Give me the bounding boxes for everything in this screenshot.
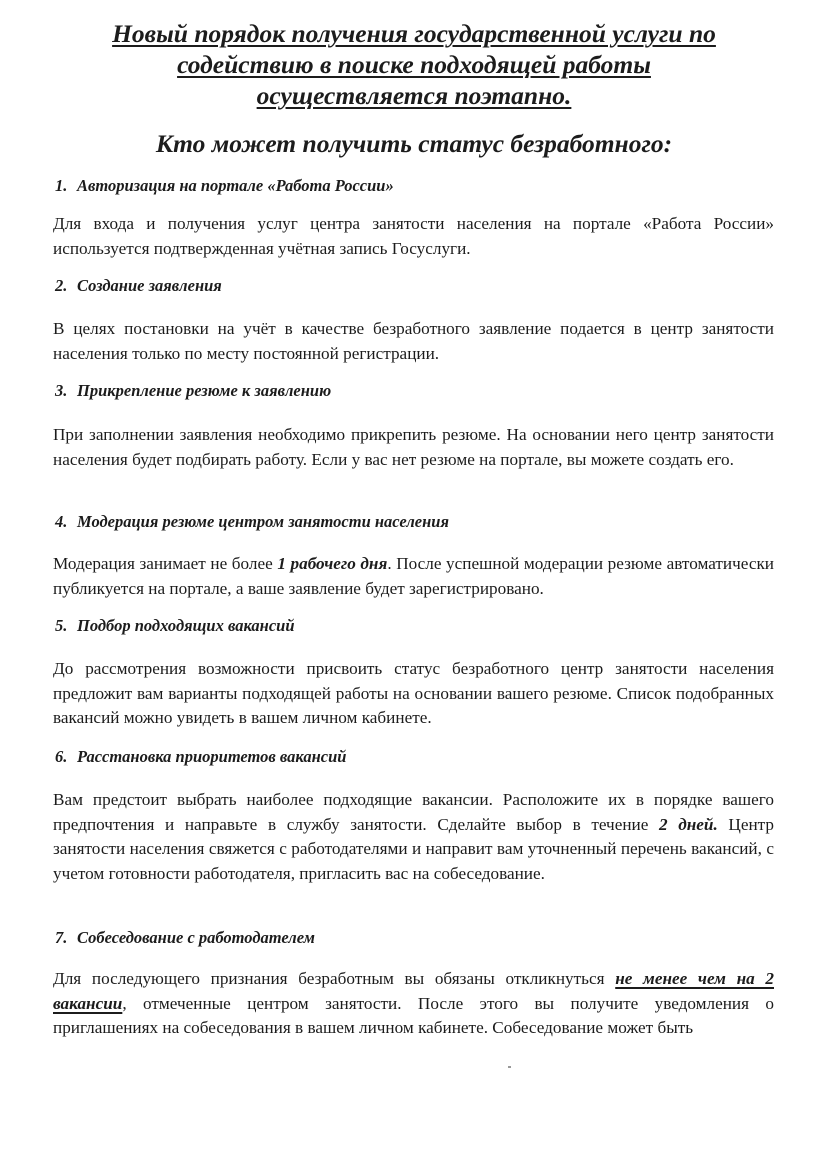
step-text-part: , отмеченные центром занятости. После этого вы получите уведомления о приглашениях на собеседования в вашем личном кабинете. Собеседование может быть [53, 993, 774, 1037]
step-number: 3. [55, 381, 68, 400]
step-title: Подбор подходящих вакансий [77, 616, 295, 635]
step-text [53, 552, 774, 601]
step-text: До рассмотрения возможности присвоить статус безработного центр занятости населения предложит вам варианты подходящей работы на основании вашего резюме. Список подобранных вакансий можно увидеть в вашем личном кабинете. [53, 659, 774, 727]
requirement-emphasis: не менее чем на 2 вакансии [53, 969, 774, 1013]
step-text: При заполнении заявления необходимо прикрепить резюме. На основании него центр занятости населения будет подбирать работу. Если у вас нет резюме на портале, вы можете создать его. [53, 425, 774, 469]
step-text-part: Вам предстоит выбрать наиболее подходящие вакансии. Расположите их в порядке вашего предпочтения и направьте в службу занятости. Сделайте выбор в течение [53, 790, 774, 834]
title-line-2: содействию в поиске подходящей работы [177, 50, 651, 79]
title-line-1: Новый порядок получения государственной услуги по [112, 19, 716, 48]
step-title: Собеседование с работодателем [77, 928, 315, 947]
step-text-part: Центр занятости населения свяжется с работодателями и направит вам уточненный перечень вакансий, с учетом готовности работодателя, пригласить вас на собеседование. [53, 814, 774, 883]
step-number: 2. [55, 276, 68, 295]
step-text [53, 967, 774, 1041]
deadline-emphasis: 1 рабочего дня [277, 554, 388, 573]
step-number: 7. [55, 928, 68, 947]
step-heading [55, 381, 331, 401]
step-heading [55, 176, 394, 196]
document-title [40, 18, 788, 111]
deadline-emphasis: 2 дней. [659, 814, 718, 834]
step-number: 1. [55, 176, 68, 195]
step-text-part: . После успешной модерации резюме автоматически публикуется на портале, а ваше заявление будет зарегистрировано. [53, 554, 774, 598]
step-text: В целях постановки на учёт в качестве безработного заявление подается в центр занятости населения только по месту постоянной регистрации. [53, 319, 774, 363]
step-heading [55, 276, 222, 296]
step-title: Расстановка приоритетов вакансий [77, 747, 347, 766]
scan-speck [508, 1066, 511, 1068]
step-text-part: Модерация занимает не более [53, 554, 278, 573]
step-title: Авторизация на портале «Работа России» [77, 176, 394, 195]
step-heading [55, 928, 315, 948]
step-text [53, 788, 774, 886]
step-number: 5. [55, 616, 68, 635]
step-text: Для входа и получения услуг центра занятости населения на портале «Работа России» используется подтвержденная учётная запись Госуслуги. [53, 214, 774, 258]
step-title: Прикрепление резюме к заявлению [77, 381, 332, 400]
step-heading [55, 512, 449, 532]
step-title: Модерация резюме центром занятости населения [77, 512, 449, 531]
title-line-3: осуществляется поэтапно. [256, 81, 572, 110]
step-title: Создание заявления [77, 276, 222, 295]
step-heading [55, 616, 295, 636]
document-subtitle: Кто может получить статус безработного: [155, 129, 673, 158]
step-heading [55, 747, 346, 767]
step-number: 6. [55, 747, 68, 766]
step-number: 4. [55, 512, 68, 531]
step-text-part: Для последующего признания безработным вы обязаны откликнуться [53, 969, 616, 988]
